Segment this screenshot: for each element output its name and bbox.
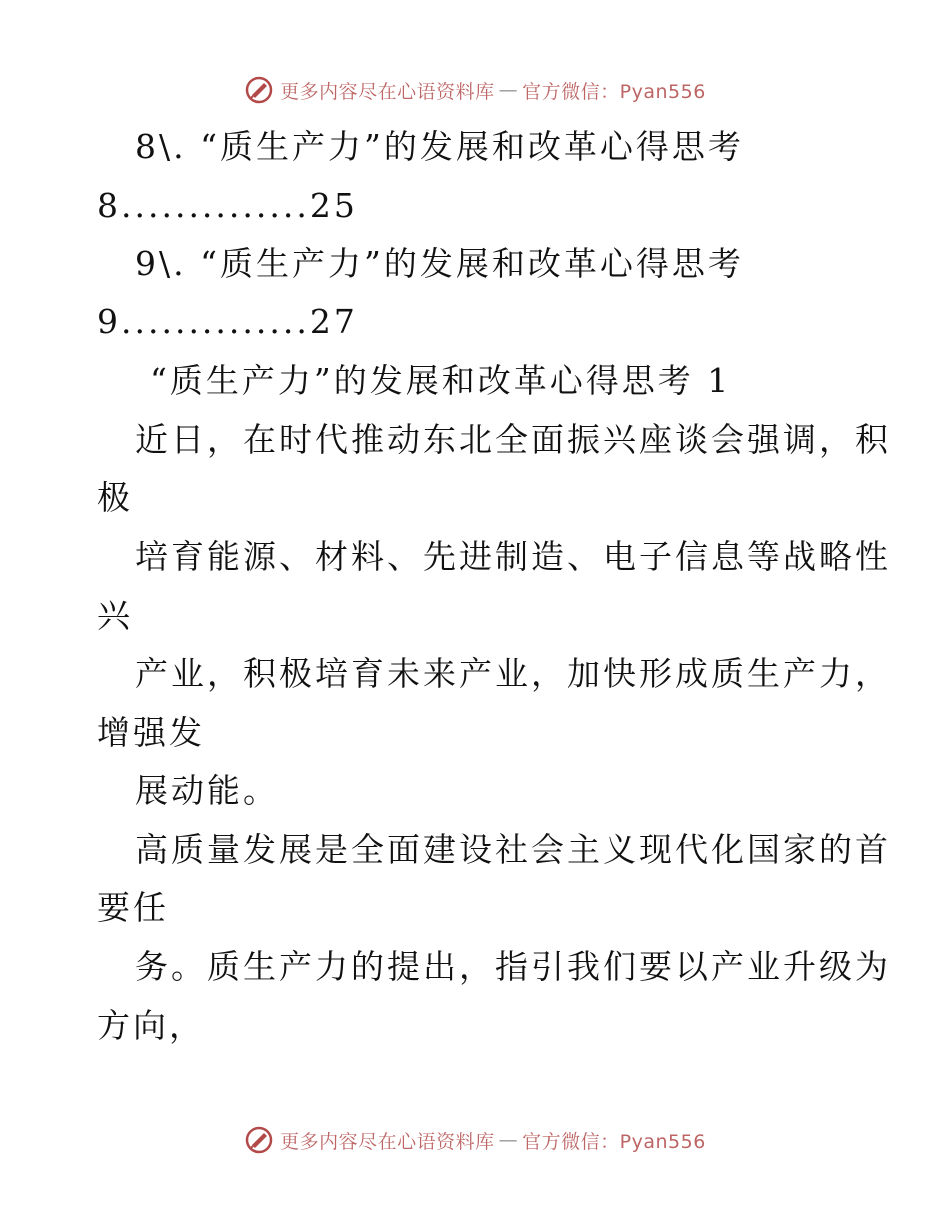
header-watermark (0, 72, 950, 108)
brand-logo-icon (244, 75, 274, 105)
article-title: “质生产力”的发展和改革心得思考 1 (150, 361, 732, 400)
watermark-wechat: 官方微信：Pyan556 (522, 1130, 706, 1153)
body-line: 务。质生产力的提出，指引我们要以产业升级为 (135, 947, 891, 986)
body-line: 极 (97, 478, 133, 517)
watermark-separator: — (498, 79, 519, 101)
brand-logo-icon (244, 1125, 274, 1155)
toc-leader-9: 9..............27 (97, 302, 358, 341)
body-line: 展动能。 (135, 771, 279, 810)
footer-watermark (0, 1122, 950, 1158)
watermark-separator: — (498, 1129, 519, 1151)
body-line: 兴 (97, 596, 133, 635)
body-line: 产业，积极培育未来产业，加快形成质生产力， (135, 654, 891, 693)
body-line: 方向， (97, 1006, 205, 1045)
body-line: 高质量发展是全面建设社会主义现代化国家的首 (135, 830, 891, 869)
toc-item-8: 8\. “质生产力”的发展和改革心得思考 (135, 127, 744, 166)
watermark-text: 更多内容尽在心语资料库 (280, 1130, 495, 1153)
body-line: 近日，在时代推动东北全面振兴座谈会强调，积 (135, 420, 891, 459)
watermark-text: 更多内容尽在心语资料库 (280, 80, 495, 103)
body-line: 要任 (97, 888, 169, 927)
body-line: 培育能源、材料、先进制造、电子信息等战略性 (135, 537, 891, 576)
toc-leader-8: 8..............25 (97, 186, 358, 225)
watermark-wechat: 官方微信：Pyan556 (522, 80, 706, 103)
toc-item-9: 9\. “质生产力”的发展和改革心得思考 (135, 244, 744, 283)
body-line: 增强发 (97, 713, 205, 752)
